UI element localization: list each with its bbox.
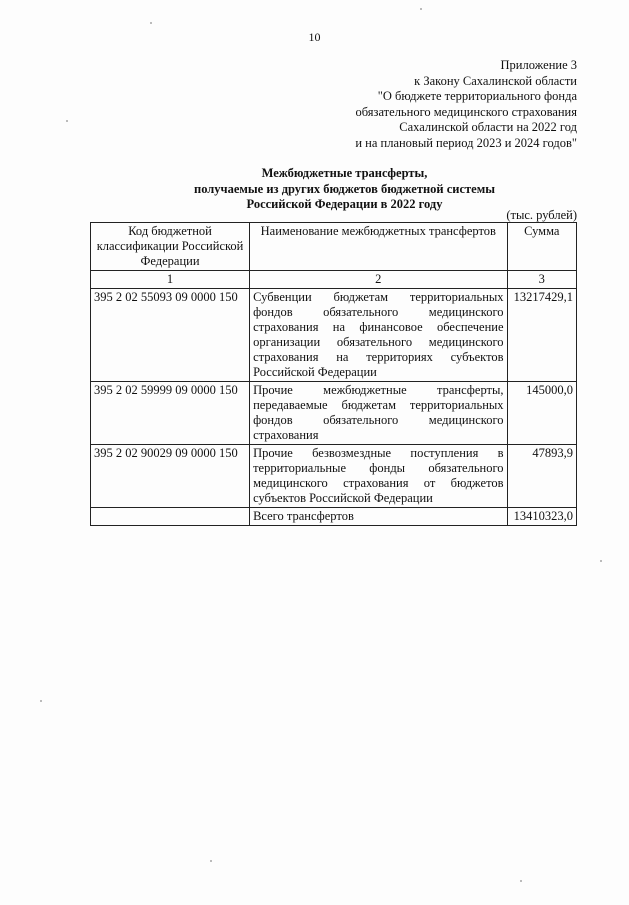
- scan-speck: [210, 860, 212, 862]
- table-row: [91, 289, 577, 382]
- table-row: [91, 382, 577, 445]
- appendix-line: "О бюджете территориального фонда: [377, 89, 577, 103]
- column-number: 3: [507, 271, 576, 289]
- table-row: [91, 445, 577, 508]
- row-sum: 13217429,1: [507, 289, 576, 382]
- header-sum: Сумма: [507, 223, 576, 271]
- total-sum: 13410323,0: [507, 508, 576, 526]
- scan-speck: [150, 22, 152, 24]
- total-row: [91, 508, 577, 526]
- table-header-row: [91, 223, 577, 271]
- row-name: Прочие безвозмездные поступления в территориальные фонды обязательного медицинского страхования от бюджетов субъектов Российской Федерации: [250, 445, 507, 508]
- title-line: Межбюджетные трансферты,: [261, 166, 428, 180]
- row-sum: 47893,9: [507, 445, 576, 508]
- scan-speck: [66, 120, 68, 122]
- title-line: Российской Федерации в 2022 году: [246, 197, 443, 211]
- column-number: 1: [91, 271, 250, 289]
- appendix-line: обязательного медицинского страхования: [355, 104, 577, 119]
- row-name: Субвенции бюджетам территориальных фондов обязательного медицинского страхования на финансовое обеспечение организации обязательного медицинского страхования на территориях субъектов Российской Федерации: [250, 289, 507, 382]
- row-sum: 145000,0: [507, 382, 576, 445]
- header-name: Наименование межбюджетных трансфертов: [250, 223, 507, 271]
- scan-speck: [600, 560, 602, 562]
- appendix-header: [247, 58, 577, 151]
- scan-speck: [420, 8, 422, 10]
- column-number: 2: [250, 271, 507, 289]
- total-label: Всего трансфертов: [250, 508, 507, 526]
- page-number: 10: [308, 30, 321, 44]
- header-code: Код бюджетной классификации Российской Федерации: [91, 223, 250, 271]
- appendix-line: к Закону Сахалинской области: [414, 73, 577, 88]
- units-label: (тыс. рублей): [506, 208, 577, 222]
- appendix-line: Приложение 3: [500, 58, 577, 72]
- scan-speck: [40, 700, 42, 702]
- row-code: 395 2 02 90029 09 0000 150: [91, 445, 250, 508]
- document-title: [30, 166, 629, 213]
- row-name: Прочие межбюджетные трансферты, передаваемые бюджетам территориальных фондов обязательного медицинского страхования: [250, 382, 507, 445]
- row-code: 395 2 02 55093 09 0000 150: [91, 289, 250, 382]
- column-number-row: [91, 271, 577, 289]
- title-line: получаемые из других бюджетов бюджетной системы: [194, 181, 495, 196]
- appendix-line: Сахалинской области на 2022 год: [399, 120, 577, 134]
- total-code: [91, 508, 250, 526]
- scan-speck: [520, 880, 522, 882]
- row-code: 395 2 02 59999 09 0000 150: [91, 382, 250, 445]
- appendix-line: и на плановый период 2023 и 2024 годов": [355, 135, 577, 150]
- transfers-table: [90, 222, 577, 526]
